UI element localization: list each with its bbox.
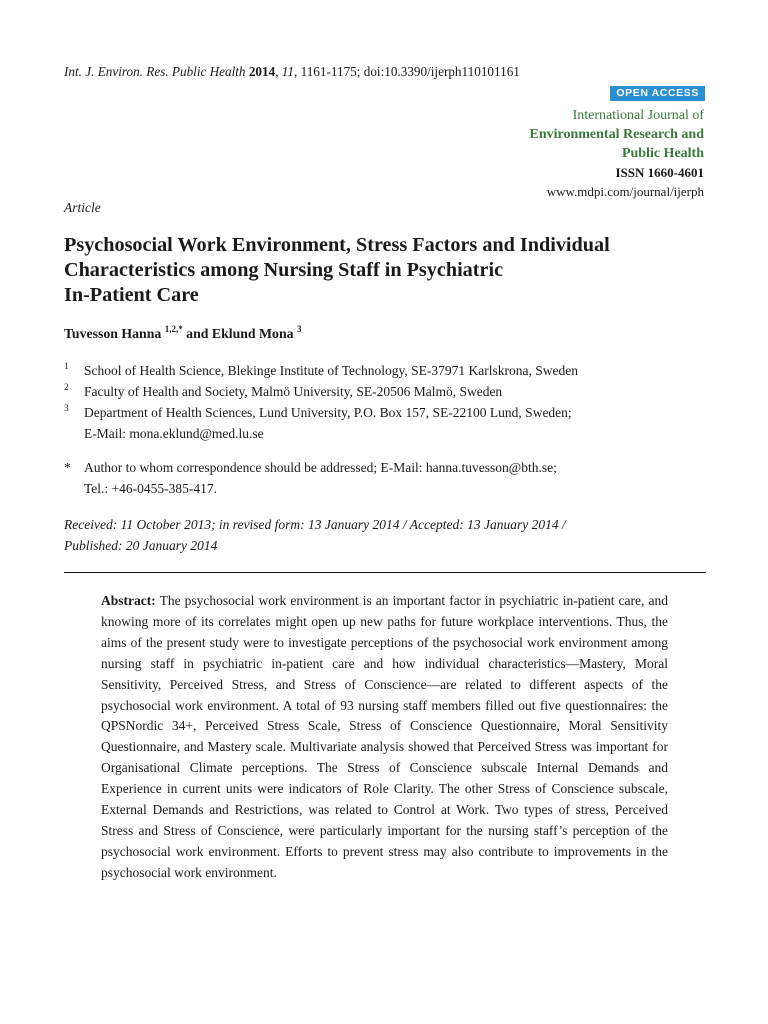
affiliation-text: School of Health Science, Blekinge Institute of Technology, SE-37971 Karlskrona, Sweden	[84, 363, 578, 378]
affiliation-mark: 3	[64, 404, 69, 414]
article-type: Article	[64, 200, 101, 215]
journal-name-line1: International Journal of	[572, 108, 704, 123]
citation-pages-doi: , 1161-1175; doi:10.3390/ijerph110101161	[294, 64, 520, 79]
paper-title	[64, 233, 724, 308]
open-access-badge: OPEN ACCESS	[610, 86, 705, 101]
correspondence-mark: *	[64, 460, 71, 475]
journal-block	[384, 106, 704, 201]
affiliation-text: Department of Health Sciences, Lund University, P.O. Box 157, SE-22100 Lund, Sweden;	[84, 405, 572, 420]
abstract-text: The psychosocial work environment is an important factor in psychiatric in-patient care, and knowing more of its correlates might open up new paths for future workplace interventions. Thus, the aims of the present study were to investigate perceptions of the psychosocial work environment among nursing staff in psychiatric in-patient care and how individual characteristics—Mastery, Moral Sensitivity, Perceived Stress, and Stress of Conscience—are related to different aspects of the psychosocial work environment. A total of 93 nursing staff members filled out five questionnaires: the QPSNordic 34+, Perceived Stress Scale, Stress of Conscience Questionnaire, Moral Sensitivity Questionnaire, and Mastery scale. Multivariate analysis showed that Perceived Stress was important for Organisational Climate perceptions. The Stress of Conscience subscale Internal Demands and Experience in current units were indicators of Role Clarity. The other Stress of Conscience subscale, External Demands and Restrictions, was related to Control at Work. Two types of stress, Perceived Stress and Stress of Conscience, were particularly important for the nursing staff’s perception of the psychosocial work environment. Efforts to prevent stress may also contribute to improvements in the psychosocial work environment.	[101, 593, 668, 880]
author-name: Tuvesson Hanna	[64, 326, 165, 341]
affiliation-email[interactable]: E-Mail: mona.eklund@med.lu.se	[84, 426, 264, 441]
author-list	[64, 324, 704, 342]
journal-name-line3: Public Health	[621, 146, 704, 161]
citation-year: 2014	[248, 64, 276, 79]
dates-line: Received: 11 October 2013; in revised form: 13 January 2014 / Accepted: 13 January 2014 /	[64, 517, 566, 532]
affiliation-mark: 1	[64, 362, 69, 372]
paper-title-line: Characteristics among Nursing Staff in Psychiatric	[64, 259, 504, 281]
corresponding-star: *	[178, 324, 183, 334]
affiliation-mark: 2	[64, 383, 69, 393]
section-divider	[64, 572, 706, 573]
abstract-label: Abstract:	[101, 593, 156, 608]
journal-issn: ISSN 1660-4601	[615, 165, 704, 180]
author-affiliation-marks: 3	[296, 324, 302, 334]
citation-line: Int. J. Environ. Res. Public Health 2014, 11, 1161-1175; doi:10.3390/ijerph110101161	[64, 64, 520, 79]
journal-name-line2: Environmental Research and	[529, 127, 704, 142]
dates-line: Published: 20 January 2014	[64, 538, 218, 553]
correspondence-phone: Tel.: +46-0455-385-417.	[84, 481, 218, 496]
author-separator: and Eklund Mona	[182, 326, 297, 341]
abstract-block	[101, 591, 668, 884]
paper-title-line: Psychosocial Work Environment, Stress Factors and Individual	[64, 234, 610, 256]
paper-title-line: In-Patient Care	[64, 284, 199, 306]
journal-abbrev: Int. J. Environ. Res. Public Health	[64, 64, 246, 79]
affiliation-text: Faculty of Health and Society, Malmö University, SE-20506 Malmö, Sweden	[84, 384, 503, 399]
journal-url[interactable]: www.mdpi.com/journal/ijerph	[546, 184, 704, 199]
author-affiliation-marks: 1,2,*	[164, 324, 183, 334]
citation-volume: 11	[281, 64, 295, 79]
correspondence-text: Author to whom correspondence should be addressed; E-Mail: hanna.tuvesson@bth.se;	[84, 460, 557, 475]
publication-dates	[64, 514, 704, 556]
